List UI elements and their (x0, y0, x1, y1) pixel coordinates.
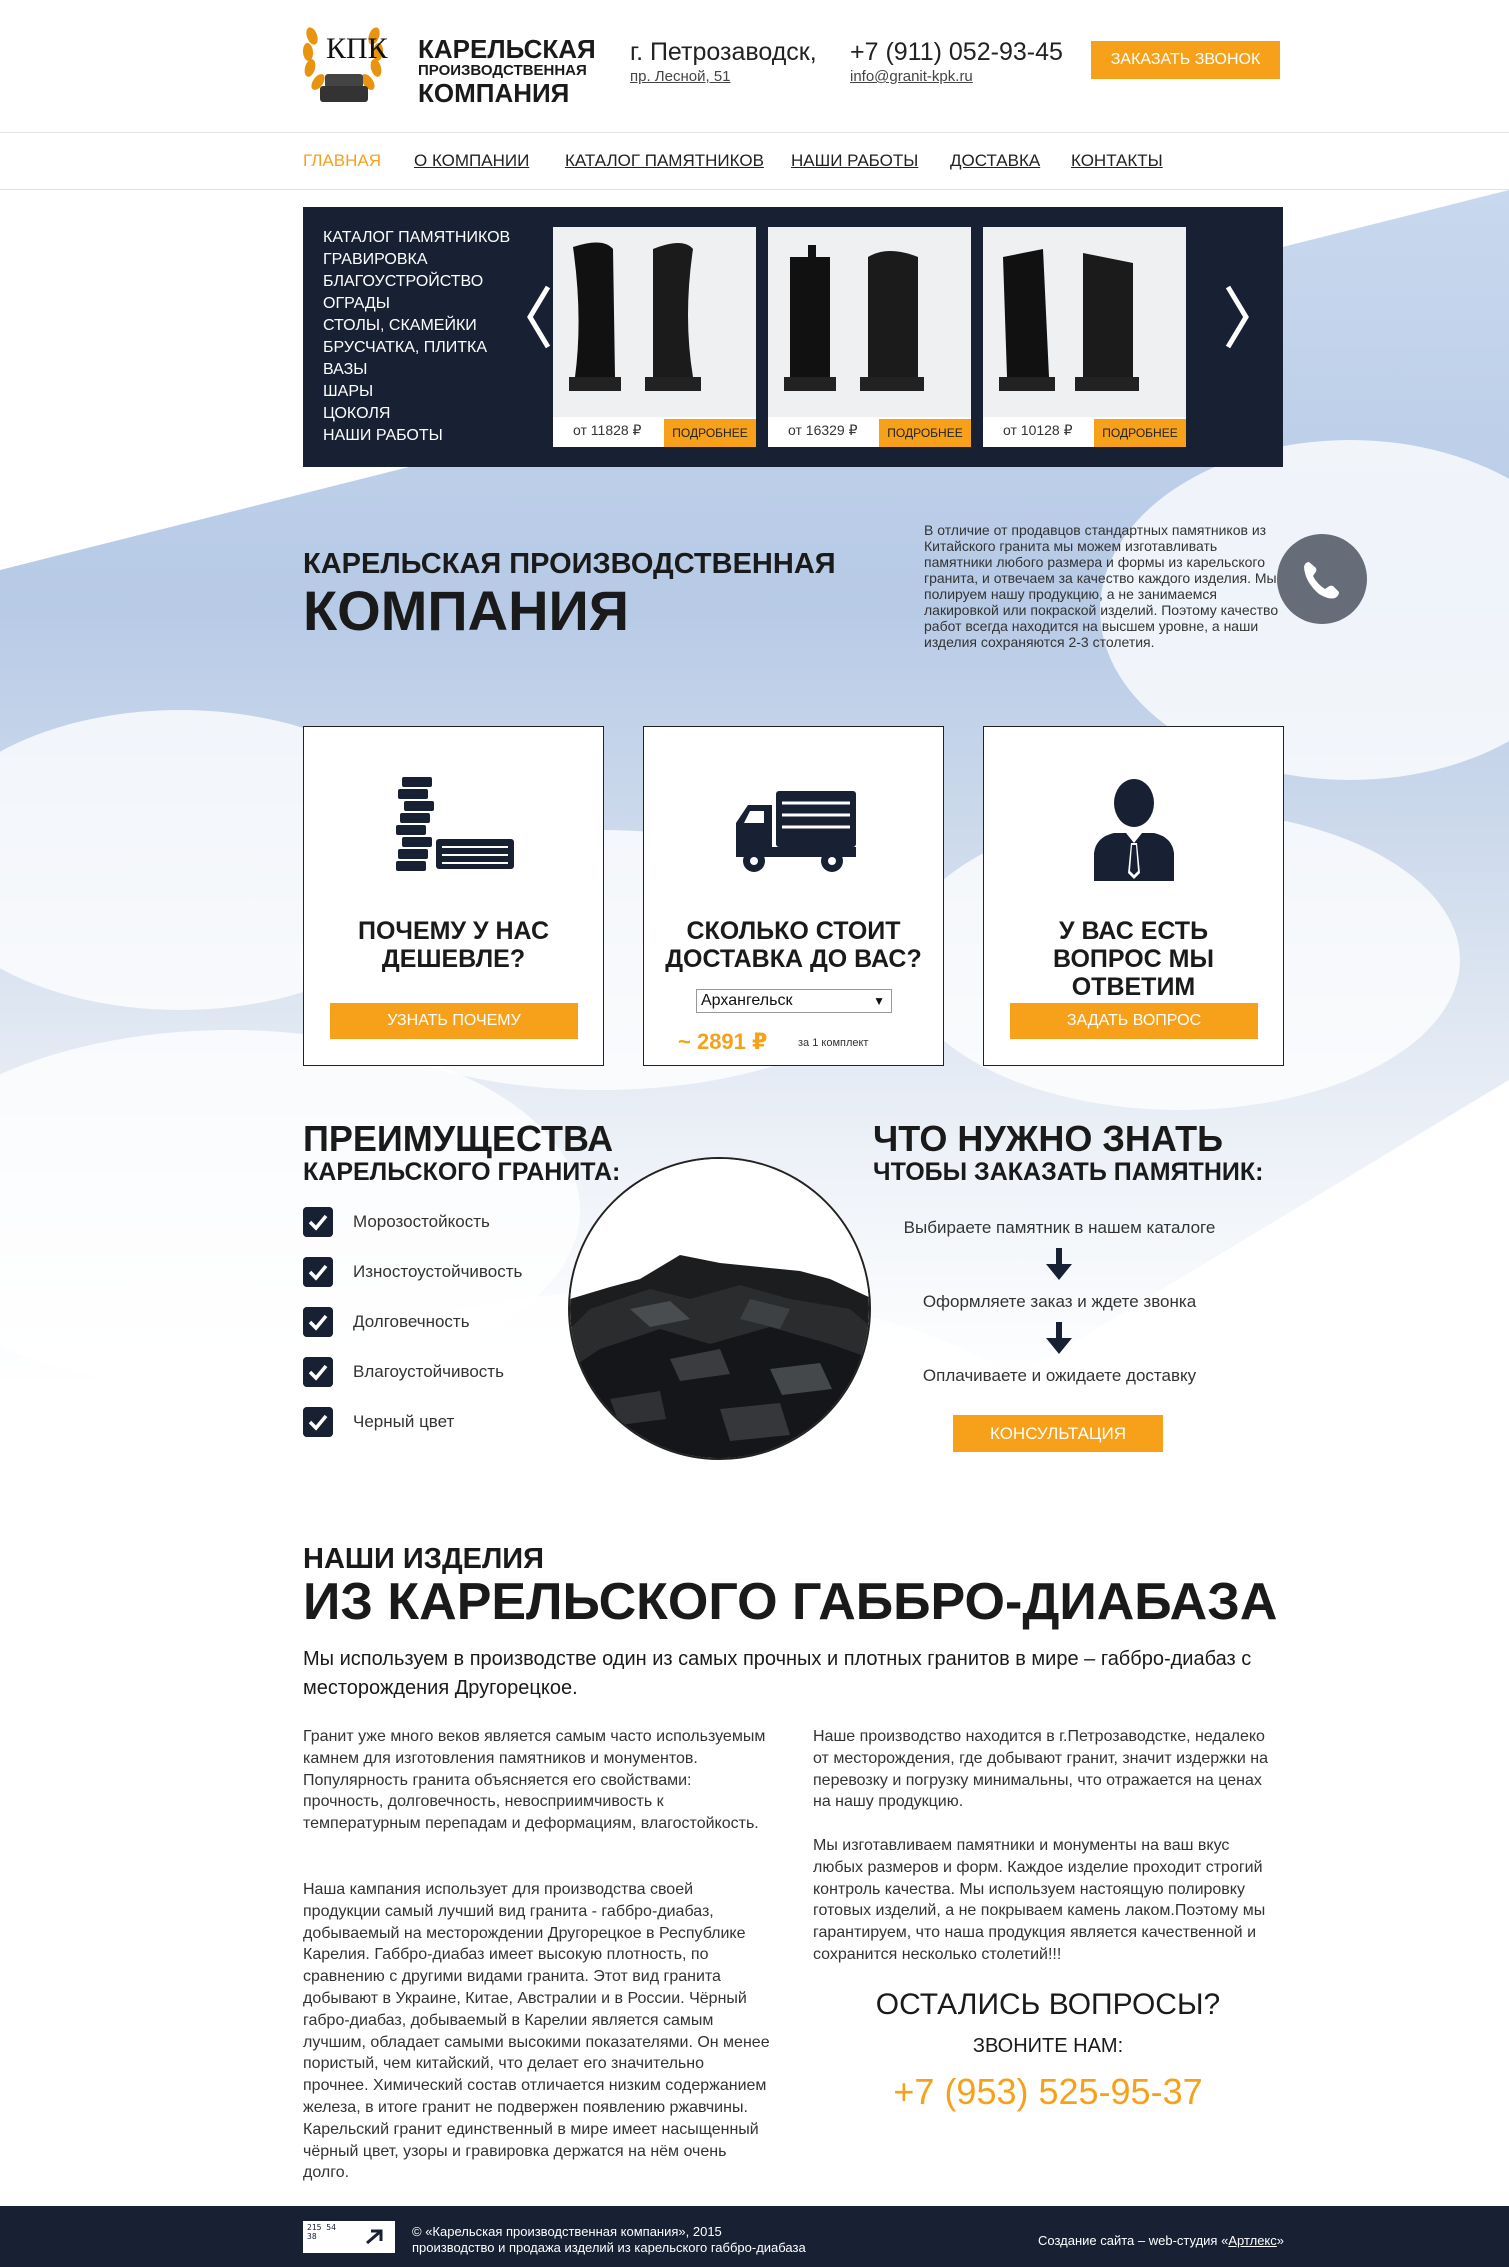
catalog-menu-item[interactable]: КАТАЛОГ ПАМЯТНИКОВ (323, 229, 511, 246)
granite-image (568, 1157, 871, 1460)
catalog-menu-item[interactable]: ШАРЫ (323, 383, 374, 400)
phone-call-button[interactable] (1277, 534, 1367, 624)
catalog-menu-item[interactable]: СТОЛЫ, СКАМЕЙКИ (323, 317, 477, 334)
phone-icon (1277, 534, 1367, 624)
footer-copyright-line: © «Карельская производственная компания», 2015 (412, 2224, 722, 2239)
catalog-menu (323, 227, 510, 447)
company-heading (303, 548, 836, 641)
arrow-down-icon (1044, 1248, 1074, 1282)
nav-item-delivery[interactable]: ДОСТАВКА (950, 151, 1041, 170)
checkmark-icon (303, 1257, 333, 1287)
chevron-right-icon[interactable] (1218, 277, 1258, 357)
catalog-menu-item[interactable]: БЛАГОУСТРОЙСТВО (323, 273, 484, 290)
product-card[interactable] (768, 227, 971, 447)
checkmark-icon (303, 1307, 333, 1337)
city-select-value: Архангельск (701, 992, 793, 1009)
questions-phone[interactable]: +7 (953) 525-95-37 (893, 2071, 1203, 2112)
question-card (983, 726, 1284, 1066)
questions-title: ОСТАЛИСЬ ВОПРОСЫ? (875, 1988, 1221, 2021)
questions-subtitle: ЗВОНИТЕ НАМ: (972, 2035, 1124, 2057)
studio-logo[interactable] (303, 2221, 395, 2253)
catalog-slider (303, 207, 1283, 467)
checkmark-icon (303, 1207, 333, 1237)
question-card-title: У ВАС ЕСТЬ ВОПРОС МЫ ОТВЕТИМ (1053, 917, 1214, 1001)
site-footer (0, 2206, 1509, 2267)
monument-image (983, 227, 1186, 417)
products-title: ИЗ КАРЕЛЬСКОГО ГАББРО-ДИАБАЗА (303, 1573, 1278, 1631)
dropdown-caret-icon: ▼ (873, 994, 885, 1008)
advantage-label: Черный цвет (353, 1412, 455, 1431)
main-navigation (0, 132, 1509, 190)
logo-line-2: ПРОИЗВОДСТВЕННАЯ (418, 62, 587, 79)
cheaper-card-title: ПОЧЕМУ У НАС ДЕШЕВЛЕ? (357, 917, 549, 973)
footer-credit (1038, 2233, 1284, 2248)
nav-item-home[interactable]: ГЛАВНАЯ (303, 151, 381, 170)
arrow-down-icon (1044, 1322, 1074, 1356)
logo-abbreviation: КПК (326, 32, 388, 65)
site-header (0, 0, 1509, 132)
checkmark-icon (303, 1407, 333, 1437)
product-more-button[interactable]: ПОДРОБНЕЕ (879, 419, 971, 447)
footer-credit-prefix: Создание сайта – web-студия « (1038, 2233, 1229, 2248)
order-step: Оформляете заказ и ждете звонка (922, 1292, 1197, 1311)
city-label: г. Петрозаводск, (630, 38, 817, 66)
logo-name (418, 36, 596, 106)
catalog-menu-item[interactable]: ГРАВИРОВКА (323, 251, 428, 268)
product-price: от 16329 ₽ (788, 422, 858, 438)
products-subtitle: НАШИ ИЗДЕЛИЯ (303, 1543, 544, 1575)
cheaper-card (303, 726, 604, 1066)
nav-item-contacts[interactable]: КОНТАКТЫ (1071, 151, 1163, 170)
header-phone: +7 (911) 052-93-45 (850, 38, 1063, 66)
know-title: ЧТО НУЖНО ЗНАТЬ (873, 1118, 1223, 1159)
footer-credit-suffix: » (1276, 2233, 1284, 2248)
advantage-label: Морозостойкость (353, 1212, 490, 1231)
product-more-button[interactable]: ПОДРОБНЕЕ (664, 419, 756, 447)
footer-copyright (412, 2224, 806, 2256)
order-step: Оплачиваете и ожидаете доставку (922, 1366, 1197, 1385)
logo-line-1: КАРЕЛЬСКАЯ (418, 34, 596, 64)
nav-item-about[interactable]: О КОМПАНИИ (414, 151, 530, 170)
request-callback-button[interactable]: ЗАКАЗАТЬ ЗВОНОК (1091, 41, 1280, 79)
company-logo[interactable] (300, 18, 596, 110)
studio-link[interactable]: Артлекс (1228, 2233, 1277, 2248)
nav-item-catalog[interactable]: КАТАЛОГ ПАМЯТНИКОВ (565, 151, 764, 170)
ask-question-button[interactable]: ЗАДАТЬ ВОПРОС (1010, 1003, 1258, 1039)
advantage-label: Долговечность (353, 1312, 470, 1331)
company-heading-line-2: КОМПАНИЯ (303, 579, 630, 642)
advantages-title: ПРЕИМУЩЕСТВА (303, 1118, 614, 1159)
delivery-card (643, 726, 944, 1066)
advantage-label: Влагоустойчивость (353, 1362, 504, 1381)
nav-item-works[interactable]: НАШИ РАБОТЫ (791, 151, 919, 170)
company-description: В отличие от продавцов стандартных памятников из Китайского гранита мы можем изготавливать памятники любого размера и формы из карельского гранита, и отвечаем за качество каждого изделия. Мы полируем нашу продукцию, а не занимаемся лакировкой или покраской изделий. Поэтому качество работ всегда находится на высшем уровне, а наши изделия сохраняются 2-3 столетия. (924, 522, 1279, 650)
products-paragraph: Наше производство находится в г.Петрозаводстке, недалеко от месторождения, где добывают гранит, значит издержки на перевозку и погрузку минимальны, что отражается на ценах на нашу продукцию. (813, 1728, 1268, 1811)
email-link[interactable]: info@granit-kpk.ru (850, 68, 973, 85)
products-paragraph: Наша кампания использует для производства своей продукции самый лучший вид гранита - габбро-диабаз, добываемый на месторождении Другорецкое в Республике Карелия. Габбро-диабаз имеет высокую плотность, по сравнению с другими видами гранита. Этот вид гранита добывают в Украине, Китае, Австралии и в России. Чёрный габро-диабаз, добываемый в Карелии является самым лучшим, обладает самыми высокими показателями. Он менее пористый, чем китайский, что делает его значительно прочнее. Химический состав отличается низким содержанием железа, в итоге гранит не подвержен появлению ржавчины. Карельский гранит единственный в мире имеет насыщенный чёрный цвет, узоры и гравировка держатся на нём очень долго. (303, 1881, 770, 2182)
footer-tagline: производство и продажа изделий из карельского габбро-диабаза (412, 2240, 806, 2255)
money-icon (394, 775, 518, 885)
company-heading-line-1: КАРЕЛЬСКАЯ ПРОИЗВОДСТВЕННАЯ (303, 548, 836, 580)
product-card[interactable] (553, 227, 756, 447)
product-price: от 11828 ₽ (573, 422, 642, 438)
advantages-subtitle: КАРЕЛЬСКОГО ГРАНИТА: (303, 1158, 621, 1186)
catalog-menu-item[interactable]: ЦОКОЛЯ (323, 405, 391, 422)
checkmark-icon (303, 1357, 333, 1387)
chevron-left-icon[interactable] (518, 277, 558, 357)
delivery-price: ~ 2891 ₽ (678, 1029, 768, 1054)
studio-logo-text: 215 54 38 (307, 2223, 336, 2241)
products-paragraph: Мы изготавливаем памятники и монументы на ваш вкус любых размеров и форм. Каждое изделие проходит строгий контроль качества. Мы используем настоящую полировку готовых изделий, а не покрываем камень лаком.Поэтому мы гарантируем, что наша продукция является качественной и сохранится несколько столетий!!! (813, 1837, 1266, 1963)
order-step: Выбираете памятник в нашем каталоге (903, 1218, 1216, 1237)
know-subtitle: ЧТОБЫ ЗАКАЗАТЬ ПАМЯТНИК: (873, 1158, 1264, 1186)
products-paragraph: Гранит уже много веков является самым часто используемым камнем для изготовления памятников и монументов. Популярность гранита объясняется его свойствами: прочность, долговечность, невосприимчивость к температурным перепадам и деформациям, влагостойкость. (303, 1728, 766, 1833)
monument-image (768, 227, 971, 417)
delivery-price-note: за 1 комплект (798, 1037, 869, 1049)
product-price: от 10128 ₽ (1003, 422, 1073, 438)
delivery-card-title: СКОЛЬКО СТОИТ ДОСТАВКА ДО ВАС? (665, 917, 922, 973)
address-link[interactable]: пр. Лесной, 51 (630, 68, 731, 85)
catalog-menu-item[interactable]: НАШИ РАБОТЫ (323, 427, 443, 444)
consultation-button[interactable]: КОНСУЛЬТАЦИЯ (953, 1415, 1163, 1452)
arrow-up-right-icon (363, 2227, 385, 2247)
monument-image (553, 227, 756, 417)
products-lead: Мы используем в производстве один из самых прочных и плотных гранитов в мире – габбро-диабаз с месторождения Другорецкое. (303, 1648, 1252, 1699)
product-card[interactable] (983, 227, 1186, 447)
granite-rock-picture (570, 1159, 871, 1460)
logo-line-3: КОМПАНИЯ (418, 78, 570, 108)
catalog-menu-item[interactable]: БРУСЧАТКА, ПЛИТКА (323, 339, 488, 356)
learn-why-button[interactable]: УЗНАТЬ ПОЧЕМУ (330, 1003, 578, 1039)
person-icon (1084, 777, 1184, 887)
catalog-menu-item[interactable]: ВАЗЫ (323, 361, 368, 378)
product-more-button[interactable]: ПОДРОБНЕЕ (1094, 419, 1186, 447)
city-select[interactable] (696, 989, 892, 1013)
catalog-menu-item[interactable]: ОГРАДЫ (323, 295, 390, 312)
advantage-label: Изностоустойчивость (353, 1262, 523, 1281)
truck-icon (732, 787, 858, 877)
